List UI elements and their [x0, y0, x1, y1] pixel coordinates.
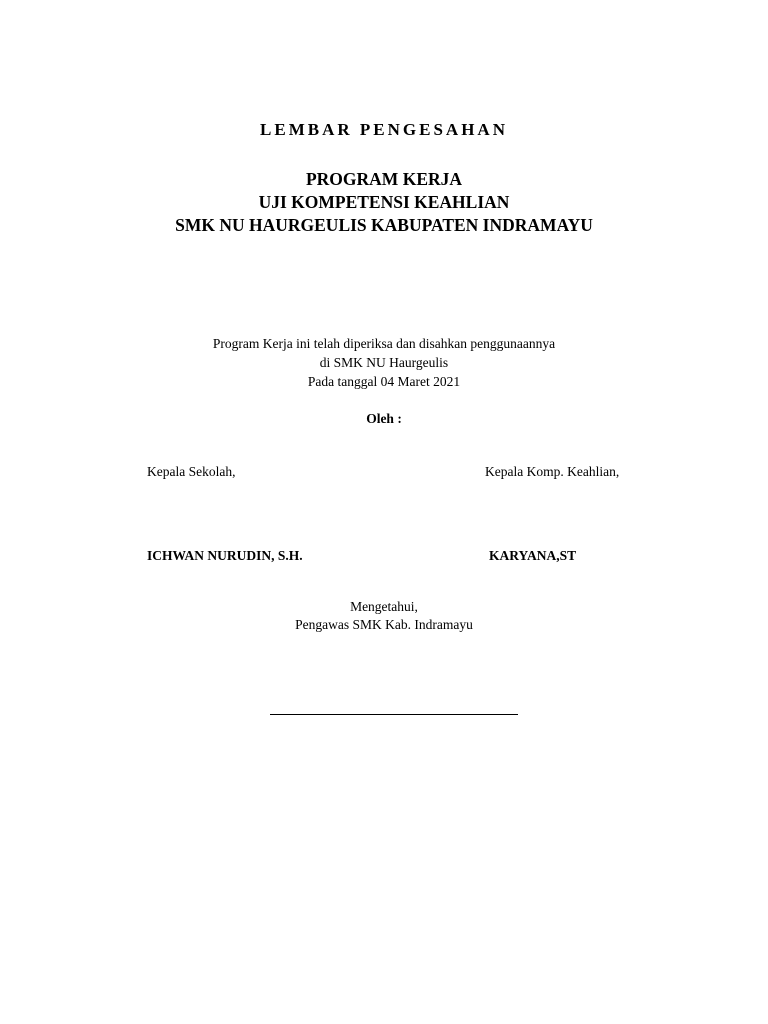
acknowledgement [0, 598, 768, 634]
title-line-school: SMK NU HAURGEULIS KABUPATEN INDRAMAYU [175, 215, 593, 235]
statement-date: Pada tanggal 04 Maret 2021 [307, 374, 461, 389]
acknowledgement-label: Mengetahui, [350, 599, 418, 614]
by-label: Oleh : [366, 411, 402, 426]
program-title [0, 168, 768, 237]
document-heading: LEMBAR PENGESAHAN [260, 120, 508, 139]
principal-role: Kepala Sekolah, [147, 464, 236, 479]
competency-head-name: KARYANA,ST [489, 548, 577, 563]
supervisor-role: Pengawas SMK Kab. Indramayu [295, 617, 473, 632]
approval-statement [0, 334, 768, 391]
statement-line: Program Kerja ini telah diperiksa dan disahkan penggunaannya [212, 336, 556, 351]
principal-name: ICHWAN NURUDIN, S.H. [147, 548, 303, 563]
statement-line: di SMK NU Haurgeulis [319, 355, 449, 370]
competency-head-role: Kepala Komp. Keahlian, [485, 464, 620, 479]
title-line-competency: UJI KOMPETENSI KEAHLIAN [258, 192, 510, 212]
supervisor-signature-line [270, 714, 518, 715]
title-line-program: PROGRAM KERJA [305, 169, 463, 189]
